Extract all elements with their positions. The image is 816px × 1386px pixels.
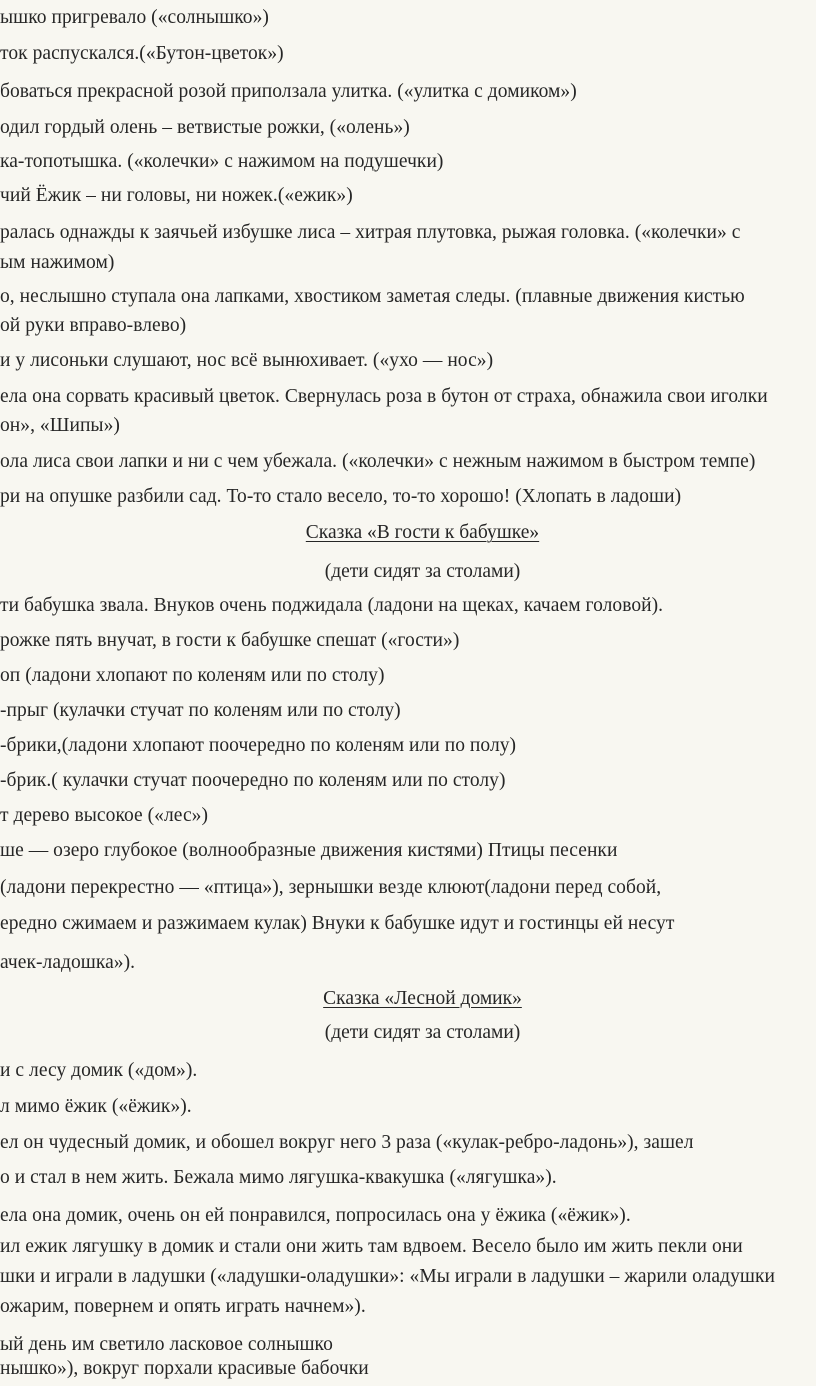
text-line: чий Ёжик – ни головы, ни ножек.(«ежик») [0,185,353,206]
text-line: ил ежик лягушку в домик и стали они жить там вдвоем. Весело было им жить пекли они [0,1236,743,1257]
text-line: рожке пять внучат, в гости к бабушке спешат («гости») [0,630,460,651]
text-line: т дерево высокое («лес») [0,805,209,826]
tale-title: Сказка «Лесной домик» [323,988,522,1009]
text-line: ола лиса свои лапки и ни с чем убежала. («колечки» с нежным нажимом в быстром темпе) [0,451,756,472]
text-line: ым нажимом) [0,252,115,273]
text-line: шки и играли в ладушки («ладушки-оладушки»: «Мы играли в ладушки – жарили оладушки [0,1266,775,1287]
text-line: (ладони перекрестно — «птица»), зернышки везде клюют(ладони перед собой, [0,877,662,898]
text-line: нышко»), вокруг порхали красивые бабочки [0,1358,369,1379]
text-line: ка-топотышка. («колечки» с нажимом на подушечки) [0,151,444,172]
tale-subtitle: (дети сидят за столами) [324,1022,521,1043]
text-line: л мимо ёжик («ёжик»). [0,1096,192,1117]
text-line: ри на опушке разбили сад. То-то стало весело, то-то хорошо! (Хлопать в ладоши) [0,486,682,507]
text-line: ачек-ладошка»). [0,952,136,973]
text-line: ышко пригревало («солнышко») [0,7,269,28]
text-line: ти бабушка звала. Внуков очень поджидала (ладони на щеках, качаем головой). [0,595,664,616]
text-line: о и стал в нем жить. Бежала мимо лягушка-квакушка («лягушка»). [0,1167,557,1188]
text-line: и у лисоньки слушают, нос всё вынюхивает. («ухо — нос») [0,350,494,371]
text-line: ток распускался.(«Бутон-цветок») [0,43,284,64]
tale-title: Сказка «В гости к бабушке» [305,522,540,543]
text-line: -прыг (кулачки стучат по коленям или по столу) [0,700,401,721]
text-line: о, неслышно ступала она лапками, хвостиком заметая следы. (плавные движения кистью [0,286,745,307]
text-line: -брик.( кулачки стучат поочередно по коленям или по столу) [0,770,506,791]
text-line: оп (ладони хлопают по коленям или по столу) [0,665,385,686]
text-line: ел он чудесный домик, и обошел вокруг него 3 раза («кулак-ребро-ладонь»), зашел [0,1132,694,1153]
text-line: ралась однажды к заячьей избушке лиса – хитрая плутовка, рыжая головка. («колечки» с [0,222,741,243]
text-line: ожарим, повернем и опять играть начнем»). [0,1296,366,1317]
tale-subtitle: (дети сидят за столами) [324,561,521,582]
text-line: ше — озеро глубокое (волнообразные движения кистями) Птицы песенки [0,840,618,861]
text-line: боваться прекрасной розой приползала улитка. («улитка с домиком») [0,81,577,102]
text-line: и с лесу домик («дом»). [0,1060,198,1081]
text-line: ый день им светило ласковое солнышко [0,1334,333,1355]
text-line: ой руки вправо-влево) [0,315,187,336]
text-line: ела она сорвать красивый цветок. Свернулась роза в бутон от страха, обнажила свои иголки [0,386,768,407]
text-line: ередно сжимаем и разжимаем кулак) Внуки к бабушке идут и гостинцы ей несут [0,913,675,934]
text-line: ела она домик, очень он ей понравился, попросилась она у ёжика («ёжик»). [0,1205,631,1226]
text-line: одил гордый олень – ветвистые рожки, («олень») [0,117,410,138]
text-line: он», «Шипы») [0,415,120,436]
text-line: -брики,(ладони хлопают поочередно по коленям или по полу) [0,735,517,756]
